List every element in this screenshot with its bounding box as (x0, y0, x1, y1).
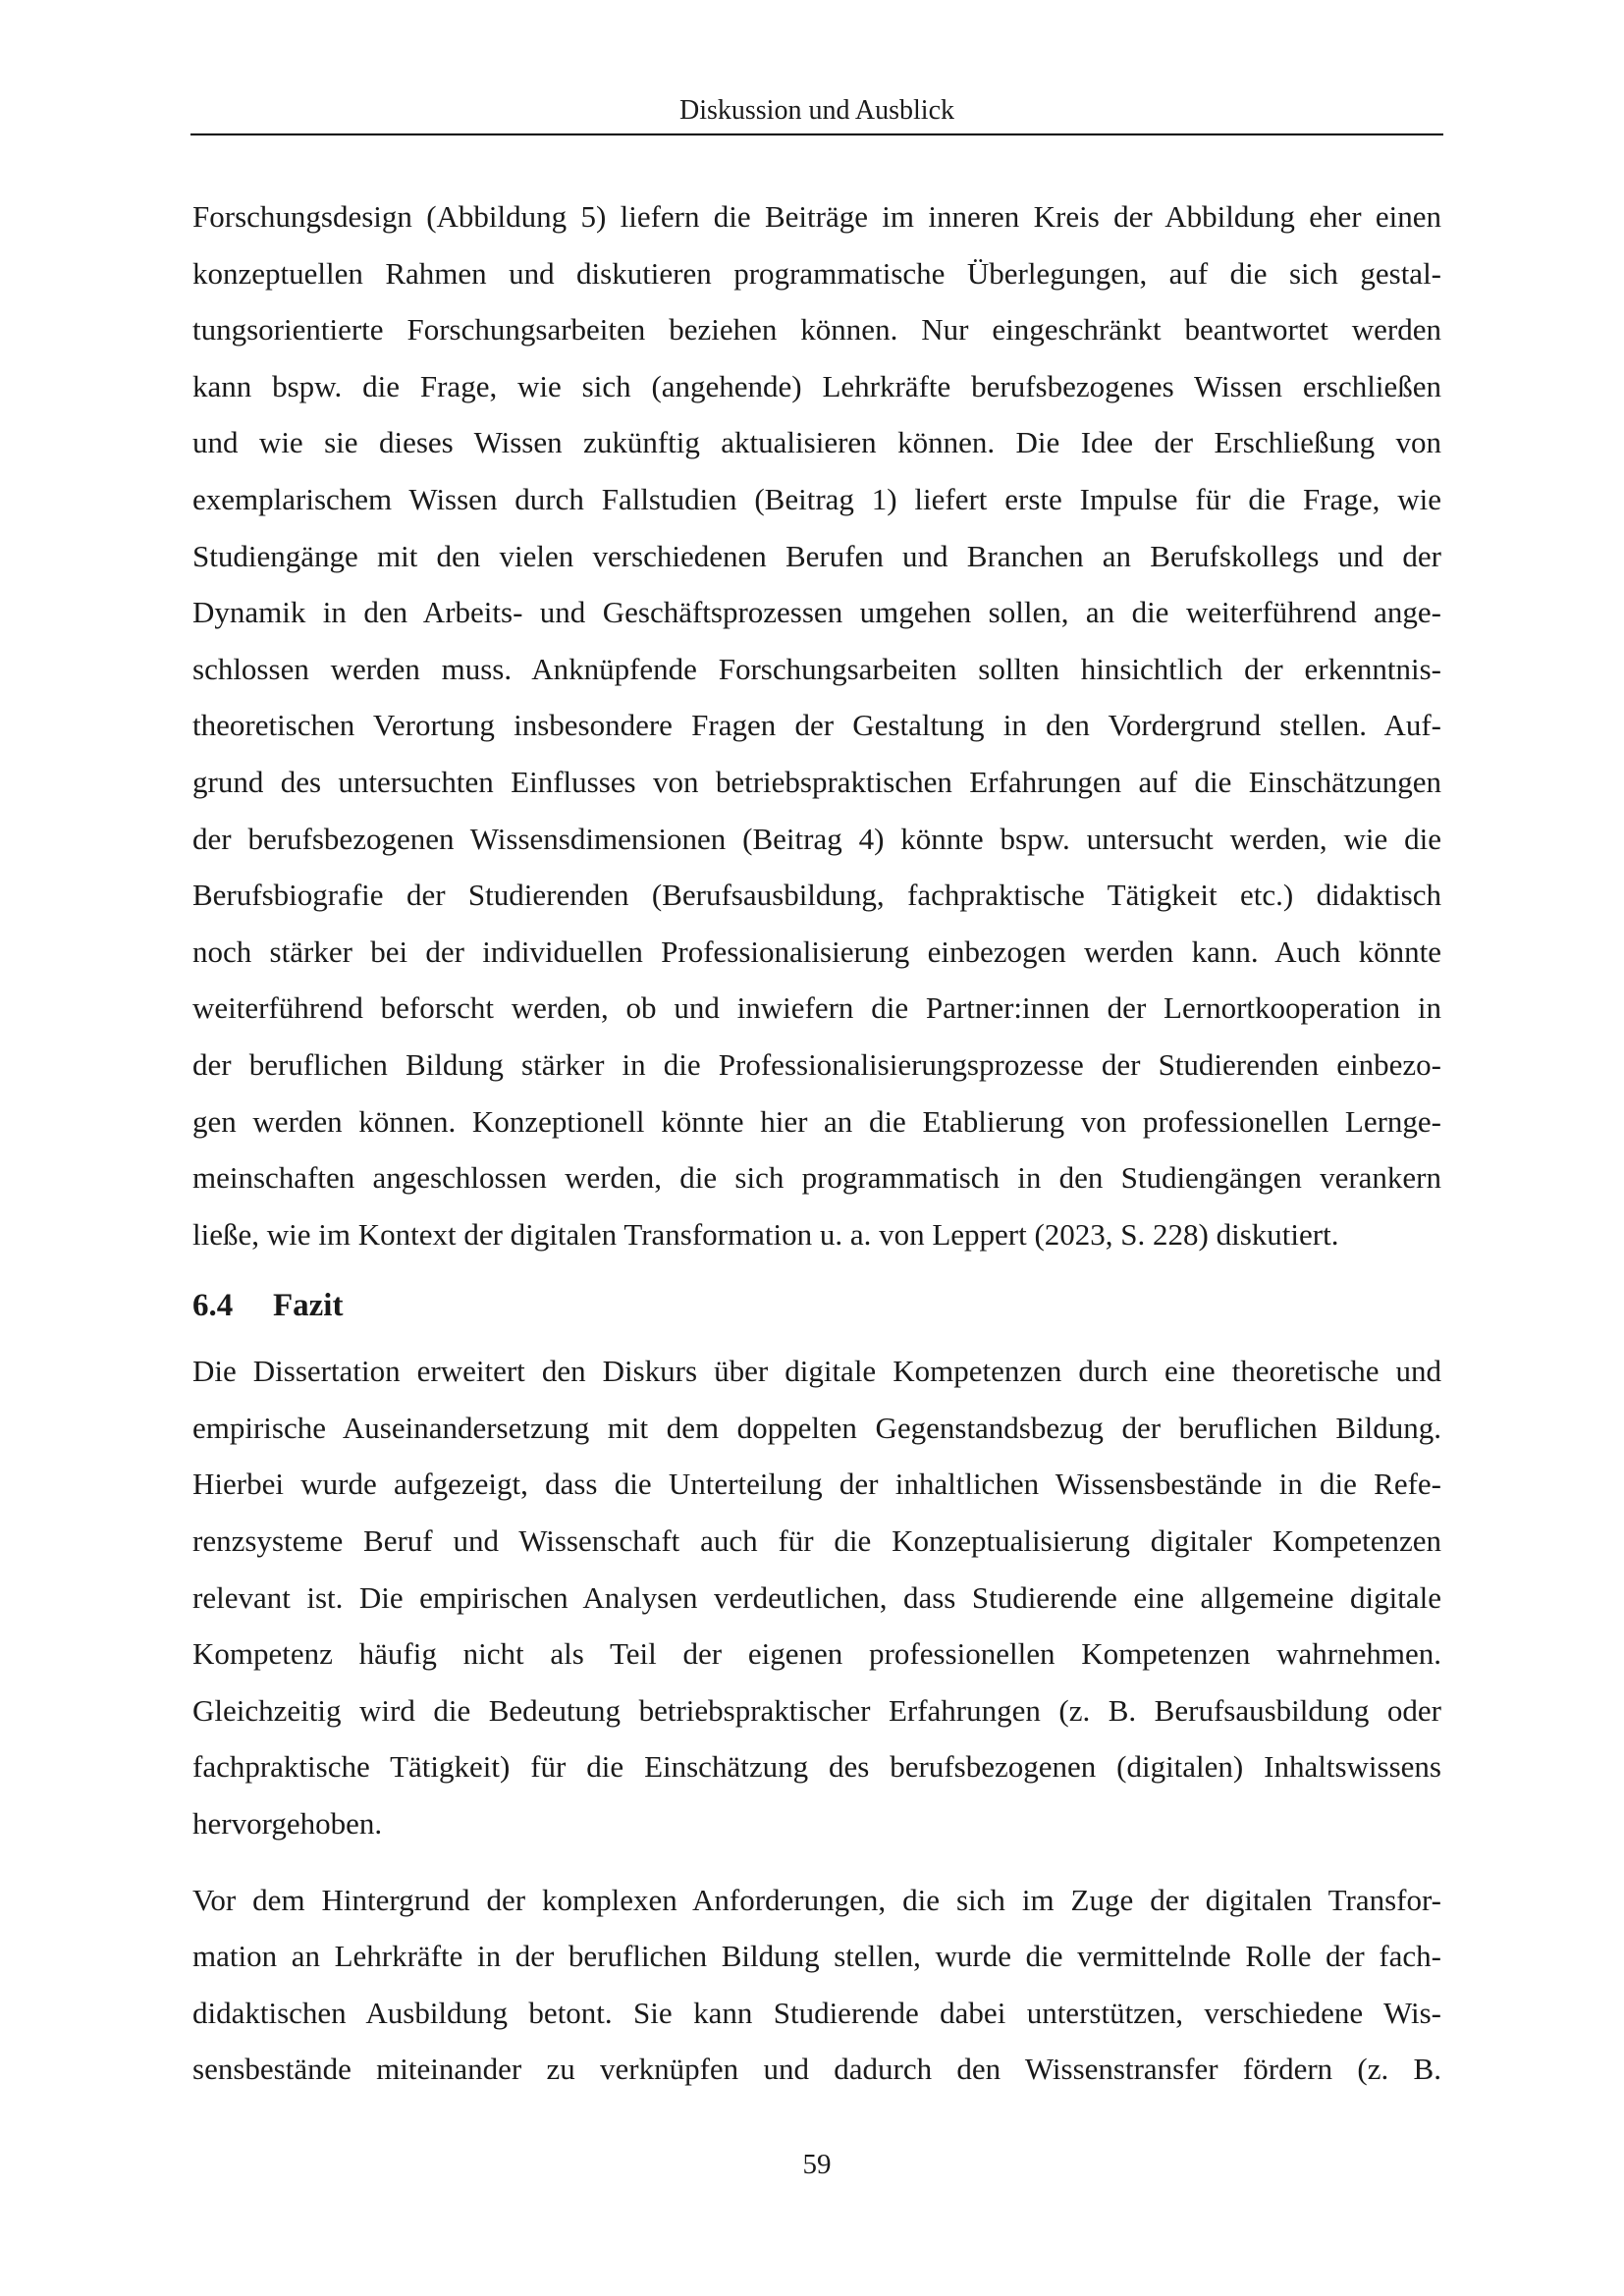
text-line: meinschaften angeschlossen werden, die sich programmatisch in den Studiengängen verankern (192, 1160, 1441, 1196)
text-line: hervorgehoben. (192, 1806, 383, 1842)
text-line: weiterführend beforscht werden, ob und inwiefern die Partner:innen der Lernortkooperation in (192, 990, 1441, 1026)
text-line: tungsorientierte Forschungsarbeiten beziehen können. Nur eingeschränkt beantwortet werden (192, 312, 1441, 347)
text-line: kann bspw. die Frage, wie sich (angehende) Lehrkräfte berufsbezogenes Wissen erschließen (192, 368, 1441, 403)
text-line: der beruflichen Bildung stärker in die Professionalisierungsprozesse der Studierenden einbezo- (192, 1046, 1441, 1082)
text-line: sensbestände miteinander zu verknüpfen und dadurch den Wissenstransfer fördern (z. B. (192, 2052, 1441, 2087)
section-heading (192, 1284, 1441, 1327)
text-line: Hierbei wurde aufgezeigt, dass die Unterteilung der inhaltlichen Wissensbestände in die Refe- (192, 1467, 1441, 1502)
text-line: exemplarischem Wissen durch Fallstudien (Beitrag 1) liefert erste Impulse für die Frage, wie (192, 481, 1441, 516)
text-line: Studiengänge mit den vielen verschiedenen Berufen und Branchen an Berufskollegs und der (192, 538, 1441, 573)
section-title: Fazit (273, 1288, 344, 1324)
text-line: Gleichzeitig wird die Bedeutung betriebspraktischer Erfahrungen (z. B. Berufsausbildung oder (192, 1692, 1441, 1728)
text-line: Dynamik in den Arbeits- und Geschäftsprozessen umgehen sollen, an die weiterführend ange- (192, 595, 1441, 630)
paragraph-role (192, 1872, 1441, 2098)
text-line: der berufsbezogenen Wissensdimensionen (Beitrag 4) könnte bspw. untersucht werden, wie die (192, 821, 1441, 856)
text-line: Forschungsdesign (Abbildung 5) liefern die Beiträge im inneren Kreis der Abbildung eher einen (192, 199, 1441, 234)
text-line: konzeptuellen Rahmen und diskutieren programmatische Überlegungen, auf die sich gestal- (192, 255, 1441, 291)
text-line: grund des untersuchten Einflusses von betriebspraktischen Erfahrungen auf die Einschätzungen (192, 764, 1441, 799)
text-line: Berufsbiografie der Studierenden (Berufsausbildung, fachpraktische Tätigkeit etc.) didaktisch (192, 878, 1441, 913)
text-line: mation an Lehrkräfte in der beruflichen Bildung stellen, wurde die vermittelnde Rolle der fach- (192, 1939, 1441, 1974)
text-line: noch stärker bei der individuellen Professionalisierung einbezogen werden kann. Auch könnte (192, 934, 1441, 969)
paragraph-conclusion (192, 1343, 1441, 1851)
text-line: fachpraktische Tätigkeit) für die Einschätzung des berufsbezogenen (digitalen) Inhaltswissens (192, 1749, 1441, 1785)
text-line: und wie sie dieses Wissen zukünftig aktualisieren können. Die Idee der Erschließung von (192, 425, 1441, 460)
paragraph-gap (192, 1852, 1441, 1872)
text-line: Vor dem Hintergrund der komplexen Anforderungen, die sich im Zuge der digitalen Transfor- (192, 1882, 1441, 1917)
text-line: relevant ist. Die empirischen Analysen verdeutlichen, dass Studierende eine allgemeine digitale (192, 1579, 1441, 1615)
paragraph-discussion (192, 188, 1441, 1262)
section-number: 6.4 (192, 1288, 234, 1324)
text-line: Kompetenz häufig nicht als Teil der eigenen professionellen Kompetenzen wahrnehmen. (192, 1636, 1441, 1672)
text-line: Die Dissertation erweitert den Diskurs über digitale Kompetenzen durch eine theoretische und (192, 1354, 1441, 1389)
text-line: gen werden können. Konzeptionell könnte hier an die Etablierung von professionellen Lernge- (192, 1103, 1441, 1139)
text-line: theoretischen Verortung insbesondere Fragen der Gestaltung in den Vordergrund stellen. Auf- (192, 708, 1441, 743)
text-line: renzsysteme Beruf und Wissenschaft auch für die Konzeptualisierung digitaler Kompetenzen (192, 1523, 1441, 1559)
text-line: schlossen werden muss. Anknüpfende Forschungsarbeiten sollten hinsichtlich der erkenntnis- (192, 651, 1441, 686)
page-number: 59 (802, 2149, 832, 2180)
page-content (192, 188, 1441, 2098)
text-line: empirische Auseinandersetzung mit dem doppelten Gegenstandsbezug der beruflichen Bildung. (192, 1410, 1441, 1445)
text-line: didaktischen Ausbildung betont. Sie kann Studierende dabei unterstützen, verschiedene Wis- (192, 1995, 1441, 2030)
text-line: ließe, wie im Kontext der digitalen Transformation u. a. von Leppert (2023, S. 228) diskutiert. (192, 1216, 1339, 1252)
header-rule (190, 133, 1443, 135)
running-header: Diskussion und Ausblick (678, 95, 955, 126)
